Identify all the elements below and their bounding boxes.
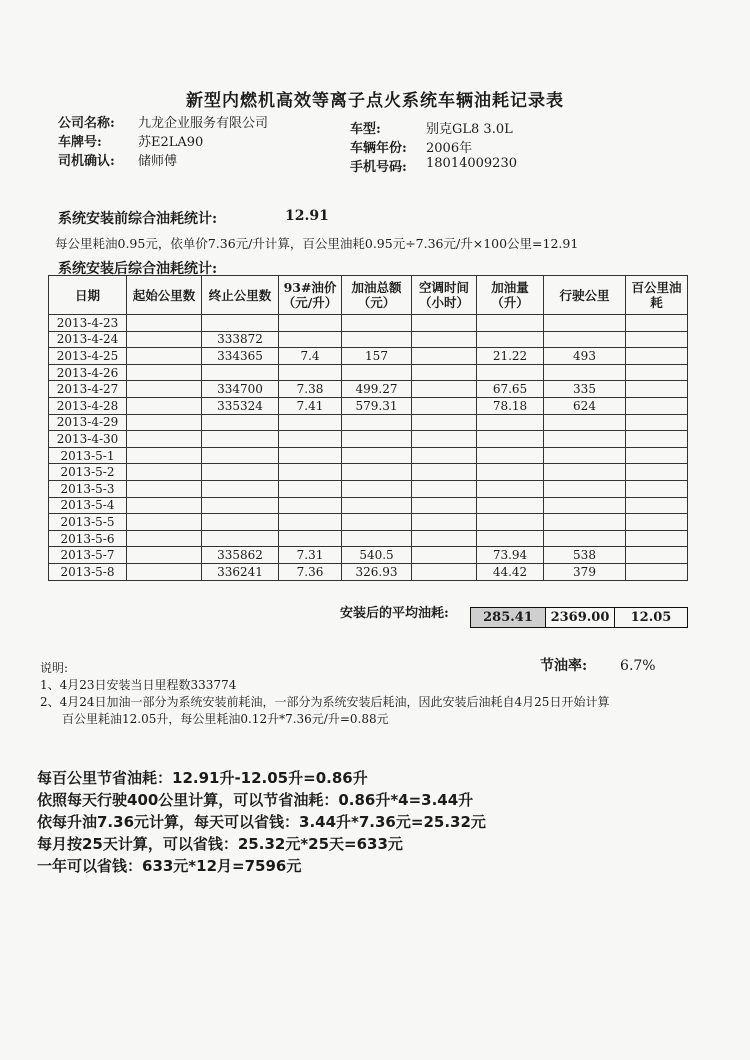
year-field xyxy=(350,137,473,156)
cell-date: 2013-4-24 xyxy=(49,331,127,348)
cell-km xyxy=(544,464,626,481)
cell-end: 336241 xyxy=(202,563,279,580)
cell-ac xyxy=(412,315,477,332)
cell-ac xyxy=(412,364,477,381)
phone-field xyxy=(350,156,517,175)
column-header: 百公里油耗 xyxy=(626,276,688,315)
cell-per100 xyxy=(626,547,688,564)
cell-fuel xyxy=(477,315,544,332)
cell-km: 538 xyxy=(544,547,626,564)
table-row xyxy=(49,315,688,332)
cell-amount xyxy=(342,315,412,332)
cell-date: 2013-4-27 xyxy=(49,381,127,398)
cell-price xyxy=(279,331,342,348)
cell-fuel: 44.42 xyxy=(477,563,544,580)
cell-amount: 540.5 xyxy=(342,547,412,564)
cell-date: 2013-5-5 xyxy=(49,514,127,531)
cell-ac xyxy=(412,563,477,580)
cell-per100 xyxy=(626,397,688,414)
cell-price: 7.4 xyxy=(279,348,342,365)
phone-value: 18014009230 xyxy=(426,156,517,171)
cell-km xyxy=(544,447,626,464)
cell-ac xyxy=(412,547,477,564)
calc-line-1: 每百公里节省油耗：12.91升-12.05升=0.86升 xyxy=(37,769,368,787)
note-line-3: 百公里耗油12.05升，每公里耗油0.12升*7.36元/升=0.88元 xyxy=(62,712,389,726)
cell-start xyxy=(127,563,202,580)
note-line-1: 1、4月23日安装当日里程数333774 xyxy=(40,678,237,692)
cell-per100 xyxy=(626,530,688,547)
cell-start xyxy=(127,364,202,381)
table-row xyxy=(49,563,688,580)
cell-price: 7.41 xyxy=(279,397,342,414)
pre-install-value: 12.91 xyxy=(285,208,329,224)
summary-fuel-total: 285.41 xyxy=(470,607,546,628)
cell-price xyxy=(279,364,342,381)
cell-date: 2013-4-26 xyxy=(49,364,127,381)
cell-end xyxy=(202,447,279,464)
cell-date: 2013-4-28 xyxy=(49,397,127,414)
cell-fuel xyxy=(477,364,544,381)
cell-start xyxy=(127,414,202,431)
cell-date: 2013-4-29 xyxy=(49,414,127,431)
pre-install-label: 系统安装前综合油耗统计: xyxy=(58,211,218,227)
column-header: 加油量（升） xyxy=(477,276,544,315)
cell-fuel xyxy=(477,414,544,431)
table-body xyxy=(49,315,688,581)
summary-label: 安装后的平均油耗: xyxy=(340,606,449,621)
cell-end: 334365 xyxy=(202,348,279,365)
cell-per100 xyxy=(626,315,688,332)
cell-amount xyxy=(342,431,412,448)
cell-price xyxy=(279,514,342,531)
column-header: 93#油价（元/升） xyxy=(279,276,342,315)
cell-amount xyxy=(342,331,412,348)
cell-per100 xyxy=(626,381,688,398)
cell-km: 493 xyxy=(544,348,626,365)
note-line-2: 2、4月24日加油一部分为系统安装前耗油，一部分为系统安装后耗油，因此安装后油耗自4月25日开始计算 xyxy=(40,695,610,709)
cell-ac xyxy=(412,514,477,531)
driver-label: 司机确认: xyxy=(58,154,115,169)
table-row xyxy=(49,514,688,531)
plate-field xyxy=(58,131,204,150)
cell-ac xyxy=(412,331,477,348)
cell-per100 xyxy=(626,414,688,431)
cell-ac xyxy=(412,381,477,398)
cell-price xyxy=(279,464,342,481)
cell-km: 379 xyxy=(544,563,626,580)
cell-ac xyxy=(412,447,477,464)
cell-end xyxy=(202,431,279,448)
saving-rate-value: 6.7% xyxy=(620,658,656,674)
cell-date: 2013-4-25 xyxy=(49,348,127,365)
cell-fuel xyxy=(477,480,544,497)
cell-end: 335862 xyxy=(202,547,279,564)
cell-date: 2013-5-1 xyxy=(49,447,127,464)
year-value: 2006年 xyxy=(426,141,473,156)
cell-ac xyxy=(412,414,477,431)
cell-amount xyxy=(342,530,412,547)
company-value: 九龙企业服务有限公司 xyxy=(138,116,269,131)
cell-end xyxy=(202,464,279,481)
cell-fuel: 21.22 xyxy=(477,348,544,365)
cell-start xyxy=(127,480,202,497)
cell-date: 2013-4-30 xyxy=(49,431,127,448)
cell-fuel xyxy=(477,530,544,547)
cell-ac xyxy=(412,348,477,365)
cell-per100 xyxy=(626,447,688,464)
table-row xyxy=(49,480,688,497)
cell-fuel xyxy=(477,331,544,348)
cell-end xyxy=(202,497,279,514)
cell-amount xyxy=(342,464,412,481)
table-row xyxy=(49,497,688,514)
table-row xyxy=(49,348,688,365)
cell-start xyxy=(127,431,202,448)
cell-amount: 499.27 xyxy=(342,381,412,398)
driver-value: 储师傅 xyxy=(138,154,178,169)
cell-start xyxy=(127,464,202,481)
table-row xyxy=(49,431,688,448)
cell-per100 xyxy=(626,364,688,381)
cell-ac xyxy=(412,530,477,547)
table-row xyxy=(49,530,688,547)
table-row xyxy=(49,547,688,564)
cell-price xyxy=(279,530,342,547)
column-header: 起始公里数 xyxy=(127,276,202,315)
cell-end xyxy=(202,530,279,547)
cell-date: 2013-5-6 xyxy=(49,530,127,547)
cell-start xyxy=(127,447,202,464)
cell-end xyxy=(202,514,279,531)
cell-start xyxy=(127,315,202,332)
cell-end xyxy=(202,315,279,332)
cell-km: 624 xyxy=(544,397,626,414)
cell-ac xyxy=(412,480,477,497)
cell-date: 2013-4-23 xyxy=(49,315,127,332)
savings-calculation xyxy=(37,767,486,877)
cell-per100 xyxy=(626,480,688,497)
plate-value: 苏E2LA90 xyxy=(138,135,204,150)
cell-end xyxy=(202,480,279,497)
table-header-row xyxy=(49,276,688,315)
cell-km xyxy=(544,315,626,332)
calc-line-4: 每月按25天计算，可以省钱：25.32元*25天=633元 xyxy=(37,835,403,853)
cell-amount xyxy=(342,497,412,514)
cell-start xyxy=(127,547,202,564)
cell-km xyxy=(544,497,626,514)
document-title: 新型内燃机高效等离子点火系统车辆油耗记录表 xyxy=(186,91,564,111)
column-header: 空调时间（小时） xyxy=(412,276,477,315)
post-install-label: 系统安装后综合油耗统计: xyxy=(58,261,218,277)
cell-date: 2013-5-7 xyxy=(49,547,127,564)
table-row xyxy=(49,414,688,431)
calc-line-2: 依照每天行驶400公里计算，可以节省油耗：0.86升*4=3.44升 xyxy=(37,791,474,809)
cell-end xyxy=(202,414,279,431)
calc-line-3: 依每升油7.36元计算，每天可以省钱：3.44升*7.36元=25.32元 xyxy=(37,813,486,831)
cell-ac xyxy=(412,431,477,448)
notes-heading: 说明: xyxy=(40,661,69,675)
cell-km xyxy=(544,431,626,448)
cell-fuel: 67.65 xyxy=(477,381,544,398)
cell-per100 xyxy=(626,497,688,514)
notes-section xyxy=(40,660,609,728)
cell-start xyxy=(127,530,202,547)
cell-amount xyxy=(342,447,412,464)
driver-field xyxy=(58,150,178,169)
cell-start xyxy=(127,497,202,514)
cell-amount xyxy=(342,414,412,431)
phone-label: 手机号码: xyxy=(350,160,407,175)
cell-price: 7.38 xyxy=(279,381,342,398)
column-header: 日期 xyxy=(49,276,127,315)
saving-rate-label: 节油率: xyxy=(540,658,588,674)
cell-price xyxy=(279,497,342,514)
model-label: 车型: xyxy=(350,122,381,137)
cell-per100 xyxy=(626,431,688,448)
cell-per100 xyxy=(626,563,688,580)
cell-km xyxy=(544,331,626,348)
cell-fuel: 73.94 xyxy=(477,547,544,564)
cell-fuel xyxy=(477,464,544,481)
pre-install-note: 每公里耗油0.95元，依单价7.36元/升计算，百公里油耗0.95元÷7.36元/升×100公里=12.91 xyxy=(55,236,579,251)
cell-amount: 326.93 xyxy=(342,563,412,580)
calc-line-5: 一年可以省钱：633元*12月=7596元 xyxy=(37,857,302,875)
cell-amount: 157 xyxy=(342,348,412,365)
cell-start xyxy=(127,348,202,365)
cell-amount xyxy=(342,514,412,531)
company-label: 公司名称: xyxy=(58,116,115,131)
cell-date: 2013-5-8 xyxy=(49,563,127,580)
cell-per100 xyxy=(626,348,688,365)
cell-price xyxy=(279,480,342,497)
cell-date: 2013-5-2 xyxy=(49,464,127,481)
table-row xyxy=(49,364,688,381)
cell-per100 xyxy=(626,464,688,481)
cell-amount xyxy=(342,480,412,497)
column-header: 行驶公里 xyxy=(544,276,626,315)
cell-start xyxy=(127,397,202,414)
cell-ac xyxy=(412,397,477,414)
cell-price xyxy=(279,315,342,332)
table-row xyxy=(49,397,688,414)
cell-km xyxy=(544,480,626,497)
cell-km: 335 xyxy=(544,381,626,398)
cell-km xyxy=(544,530,626,547)
table-row xyxy=(49,447,688,464)
cell-km xyxy=(544,514,626,531)
cell-price: 7.36 xyxy=(279,563,342,580)
cell-date: 2013-5-3 xyxy=(49,480,127,497)
column-header: 加油总额（元） xyxy=(342,276,412,315)
model-value: 别克GL8 3.0L xyxy=(426,122,513,137)
cell-amount xyxy=(342,364,412,381)
cell-end: 335324 xyxy=(202,397,279,414)
table-row xyxy=(49,464,688,481)
column-header: 终止公里数 xyxy=(202,276,279,315)
cell-per100 xyxy=(626,514,688,531)
fuel-log-table xyxy=(48,275,688,581)
cell-date: 2013-5-4 xyxy=(49,497,127,514)
company-field xyxy=(58,112,269,131)
cell-end: 333872 xyxy=(202,331,279,348)
model-field xyxy=(350,118,513,137)
cell-price: 7.31 xyxy=(279,547,342,564)
summary-per100: 12.05 xyxy=(614,607,688,628)
cell-end xyxy=(202,364,279,381)
cell-ac xyxy=(412,464,477,481)
cell-fuel xyxy=(477,431,544,448)
cell-km xyxy=(544,364,626,381)
cell-amount: 579.31 xyxy=(342,397,412,414)
table-row xyxy=(49,331,688,348)
cell-start xyxy=(127,331,202,348)
cell-fuel xyxy=(477,497,544,514)
cell-start xyxy=(127,514,202,531)
cell-ac xyxy=(412,497,477,514)
cell-km xyxy=(544,414,626,431)
cell-per100 xyxy=(626,331,688,348)
cell-price xyxy=(279,447,342,464)
cell-end: 334700 xyxy=(202,381,279,398)
table-row xyxy=(49,381,688,398)
plate-label: 车牌号: xyxy=(58,135,102,150)
summary-km-total: 2369.00 xyxy=(545,607,615,628)
cell-fuel xyxy=(477,447,544,464)
year-label: 车辆年份: xyxy=(350,141,407,156)
cell-start xyxy=(127,381,202,398)
cell-fuel: 78.18 xyxy=(477,397,544,414)
cell-price xyxy=(279,414,342,431)
cell-fuel xyxy=(477,514,544,531)
cell-price xyxy=(279,431,342,448)
